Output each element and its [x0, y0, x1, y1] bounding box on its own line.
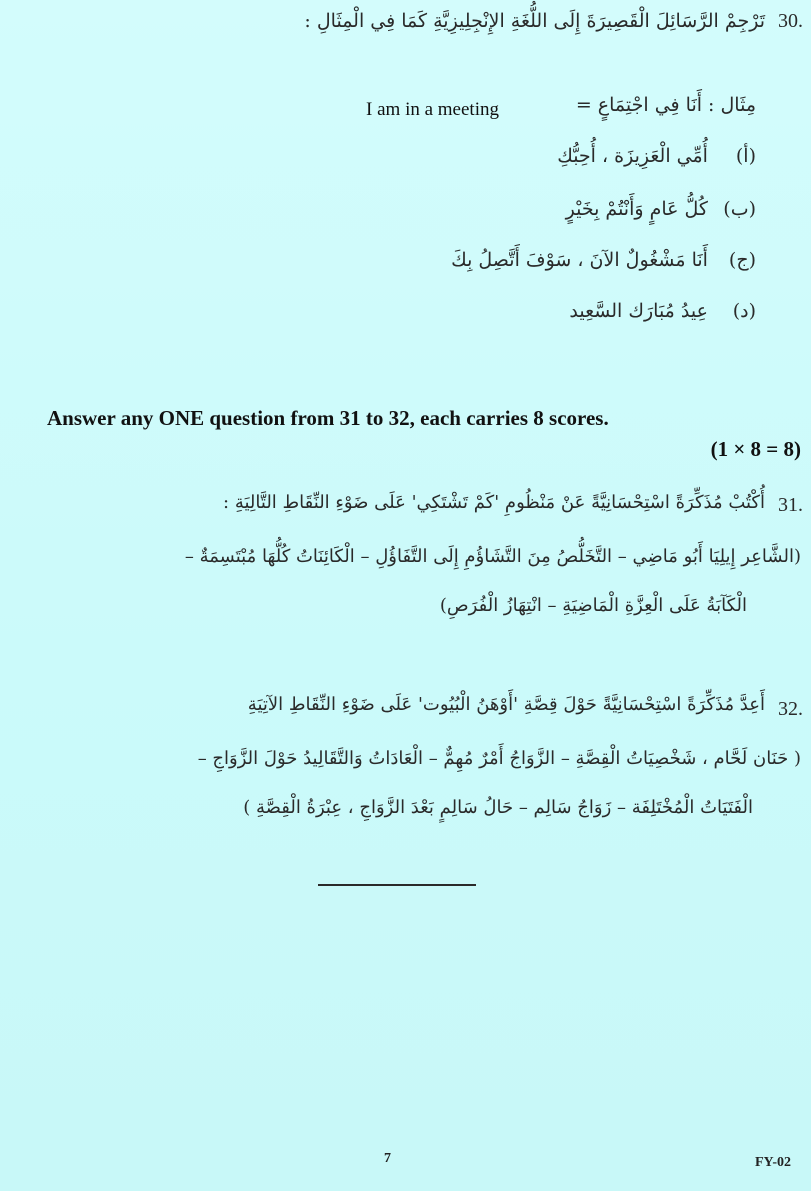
question-30-item-c [451, 249, 756, 271]
item-d-text: عِيدُ مُبَارَك السَّعِيد [569, 300, 708, 322]
end-divider [318, 884, 476, 886]
item-c-text: أَنَا مَشْغُولٌ الآنَ ، سَوْفَ أَتَّصِلُ بِكَ [451, 249, 708, 271]
question-31-number: 31. [778, 494, 803, 516]
item-b-letter: (ب) [723, 198, 756, 220]
question-32-line-1: أَعِدَّ مُذَكِّرَةً اسْتِحْسَانِيَّةً حَوْلَ قِصَّةِ 'أَوْهَنُ الْبُيُوت' عَلَى ضَوْءِ النِّقَاطِ الآتِيَةِ [247, 694, 765, 715]
item-d-letter: (د) [732, 300, 756, 322]
question-30-item-b [566, 198, 756, 220]
question-31-line-1: أُكْتُبْ مُذَكِّرَةً اسْتِحْسَانِيَّةً عَنْ مَنْظُومِ 'كَمْ تَشْتَكِي' عَلَى ضَوْءِ النِّقَاطِ التَّالِيَةِ : [223, 492, 765, 513]
example-label: مِثَال : أَنَا فِي اجْتِمَاعٍ = [575, 94, 756, 116]
question-32-line-2: ( حَنَان لَحَّام ، شَخْصِيَاتُ الْقِصَّةِ – الزَّوَاجُ أَمْرٌ مُهِمٌّ – الْعَادَاتُ وَالتَّقَالِيدُ حَوْلَ الزَّوَاجِ – [197, 748, 801, 769]
page-number: 7 [384, 1151, 391, 1166]
item-b-text: كُلُّ عَامٍ وَأَنْتُمْ بِخَيْرٍ [565, 198, 708, 220]
question-30-item-a [557, 145, 756, 167]
question-32-line-3: الْفَتَيَاتُ الْمُخْتَلِفَة – زَوَاجُ سَالِم – حَالُ سَالِمٍ بَعْدَ الزَّوَاجِ ، عِبْرَةُ الْقِصَّةِ ) [243, 797, 753, 818]
question-31-line-3: الْكَآبَةُ عَلَى الْعِزَّةِ الْمَاضِيَةِ – انْتِهَازُ الْفُرَصِ) [439, 595, 747, 616]
question-30-item-d [569, 300, 756, 322]
item-a-letter: (أ) [735, 145, 756, 167]
question-31-line-2: (الشَّاعِر إِيلِيَا أَبُو مَاضِي – التَّخَلُّصُ مِنَ التَّشَاؤُمِ إِلَى التَّفَاؤُلِ – الْكَائِنَاتُ كُلُّهَا مُبْتَسِمَةٌ – [184, 546, 801, 567]
section-instruction: Answer any ONE question from 31 to 32, each carries 8 scores. [47, 406, 609, 430]
question-30-number: 30. [778, 10, 803, 32]
question-30-instruction: تَرْجِمْ الرَّسَائِلَ الْقَصِيرَةَ إِلَى اللُّغَةِ الإِنْجِلِيزِيَّةِ كَمَا فِي الْمِثَالِ : [304, 10, 765, 32]
example-english: I am in a meeting [366, 99, 499, 120]
section-score: (1 × 8 = 8) [710, 437, 801, 461]
question-32-number: 32. [778, 698, 803, 720]
item-a-text: أُمِّي الْعَزِيزَة ، أُحِبُّكِ [557, 145, 708, 167]
paper-code: FY-02 [754, 1155, 791, 1170]
item-c-letter: (ج) [728, 249, 756, 271]
